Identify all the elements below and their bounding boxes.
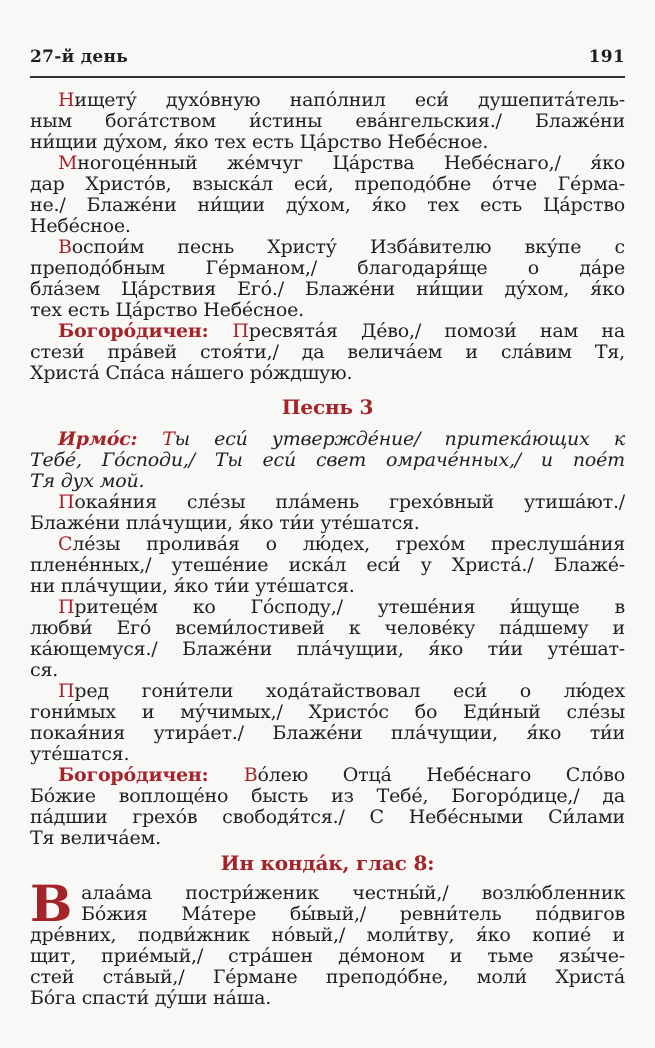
text-line: гони́мых и му́чимых,/ Христо́с бо Еди́ный сле́зы [30,701,625,723]
initial-letter: П [58,596,75,618]
text-line: ни́щии ду́хом, я́ко тех есть Ца́рство Небе́сное. [30,131,489,153]
kontakion-paragraph [30,874,625,1009]
text-line: тех есть Ца́рство Небе́сное. [30,299,305,321]
section-heading: Ин конда́к, глас 8: [220,851,435,875]
rubric-label: Богоро́дичен: [58,764,244,786]
troparion-paragraph [30,492,625,534]
initial-letter: С [58,533,73,555]
text-line: уте́шатся. [30,743,130,765]
text-line: Тебе́, Го́споди,/ Ты еси́ свет омраче́нных,/ и пое́т [30,449,625,471]
initial-letter: М [58,152,78,174]
initial-letter: П [58,680,75,702]
theotokion-paragraph [30,765,625,849]
text-line: покая́ния утира́ет./ Блаже́ни пла́чущии, я́ко ти́и [30,722,625,744]
page-header [30,0,625,67]
text-line: Ирмо́с: Ты еси́ утвержде́ние/ притека́ющих к [58,428,625,450]
initial-letter: П [58,491,75,513]
rubric-label: Ирмо́с: [58,428,163,450]
text-line: бла́зем Ца́рствия Его́./ Блаже́ни ни́щии ду́хом, я́ко [30,278,625,300]
text-line: стей ста́вый,/ Ге́рмане преподо́бне, моли́ Христа́ [30,966,625,988]
initial-letter: Н [58,89,75,111]
irmos-paragraph [30,429,625,492]
text-line: Нищету́ духо́вную напо́лнил еси́ душепита́тель- [58,89,625,111]
initial-letter: В [58,236,72,258]
text-line: преподо́бным Ге́рманом,/ благодаря́ще о да́ре [30,257,625,279]
troparion-paragraph [30,90,625,153]
section-heading: Песнь 3 [281,395,374,419]
day-label: 27-й день [30,47,129,67]
text-line: Бо́жия Ма́тере бы́вый,/ ревни́тель по́двигов [81,903,625,925]
text-line: Бо́га спасти́ ду́ши на́ша. [30,987,272,1009]
troparion-paragraph [30,534,625,597]
initial-letter: В [243,764,258,786]
text-line: Многоце́нный же́мчуг Ца́рства Небе́снаго,/ я́ко [58,152,625,174]
text-line: Богоро́дичен: Во́лею Отца́ Небе́снаго Сло́во [58,764,625,786]
text-line: Небе́сное. [30,215,131,237]
theotokion-paragraph [30,321,625,384]
page-number: 191 [588,47,625,67]
text-line: ся. [30,659,59,681]
text-line: Тя велича́ем. [30,827,161,849]
text-line: ни пла́чущии, я́ко ти́и уте́шатся. [30,575,355,597]
text-line: алаа́ма постри́женик честны́й,/ возлю́бленник [81,882,625,904]
drop-cap-initial: В [30,874,73,933]
page-body [30,90,625,1009]
text-line: дар Христо́в, взыска́л еси́, преподо́бне о́тче Ге́рма- [30,173,625,195]
initial-letter: П [232,320,249,342]
text-line: Покая́ния сле́зы пла́мень грехо́вный утиша́ют./ [58,491,625,513]
text-line: Притеце́м ко Го́споду,/ утеше́ния и́щуще в [58,596,625,618]
troparion-paragraph [30,153,625,237]
text-line: любви́ Его́ всеми́лостивей к челове́ку па́дшему и [30,617,625,639]
text-line: Пред гони́тели хода́тайствовал еси́ о лю́дех [58,680,625,702]
text-line: не./ Блаже́ни ни́щии ду́хом, я́ко тех есть Ца́рство [30,194,625,216]
text-line: Воспои́м песнь Христу́ Изба́вителю вку́пе с [58,236,625,258]
text-line: Богоро́дичен: Пресвята́я Де́во,/ помози́ нам на [58,320,625,342]
text-line: па́дшии грехо́в свободя́тся./ С Небе́сными Си́лами [30,806,625,828]
text-line: ным бога́тством и́стины ева́нгельския./ Блаже́ни [30,110,625,132]
troparion-paragraph [30,681,625,765]
troparion-paragraph [30,597,625,681]
initial-letter: Т [162,428,175,450]
header-rule [30,76,625,78]
text-line: Сле́зы пролива́я о лю́дех, грехо́м преслуша́ния [58,533,625,555]
text-line: Бо́жие воплоще́но бысть из Тебе́, Богоро́дице,/ да [30,785,625,807]
text-line: ка́ющемуся./ Блаже́ни пла́чущии, я́ко ти́и уте́шат- [30,638,625,660]
rubric-label: Богоро́дичен: [58,320,233,342]
text-line: щит, прие́мый,/ стра́шен де́моном и тьме язы́че- [30,945,625,967]
text-line: стези́ пра́вей стоя́ти,/ да велича́ем и сла́вим Тя, [30,341,625,363]
text-line: Христа́ Спа́са на́шего ро́ждшую. [30,362,353,384]
text-line: плене́нных,/ утеше́ние иска́л еси́ у Христа́./ Блаже́- [30,554,625,576]
text-line: Блаже́ни пла́чущии, я́ко ти́и уте́шатся. [30,512,420,534]
text-line: дре́вних, подви́жник но́вый,/ моли́тву, я́ко копие́ и [30,924,625,946]
troparion-paragraph [30,237,625,321]
text-line: Тя дух мой. [30,470,145,492]
